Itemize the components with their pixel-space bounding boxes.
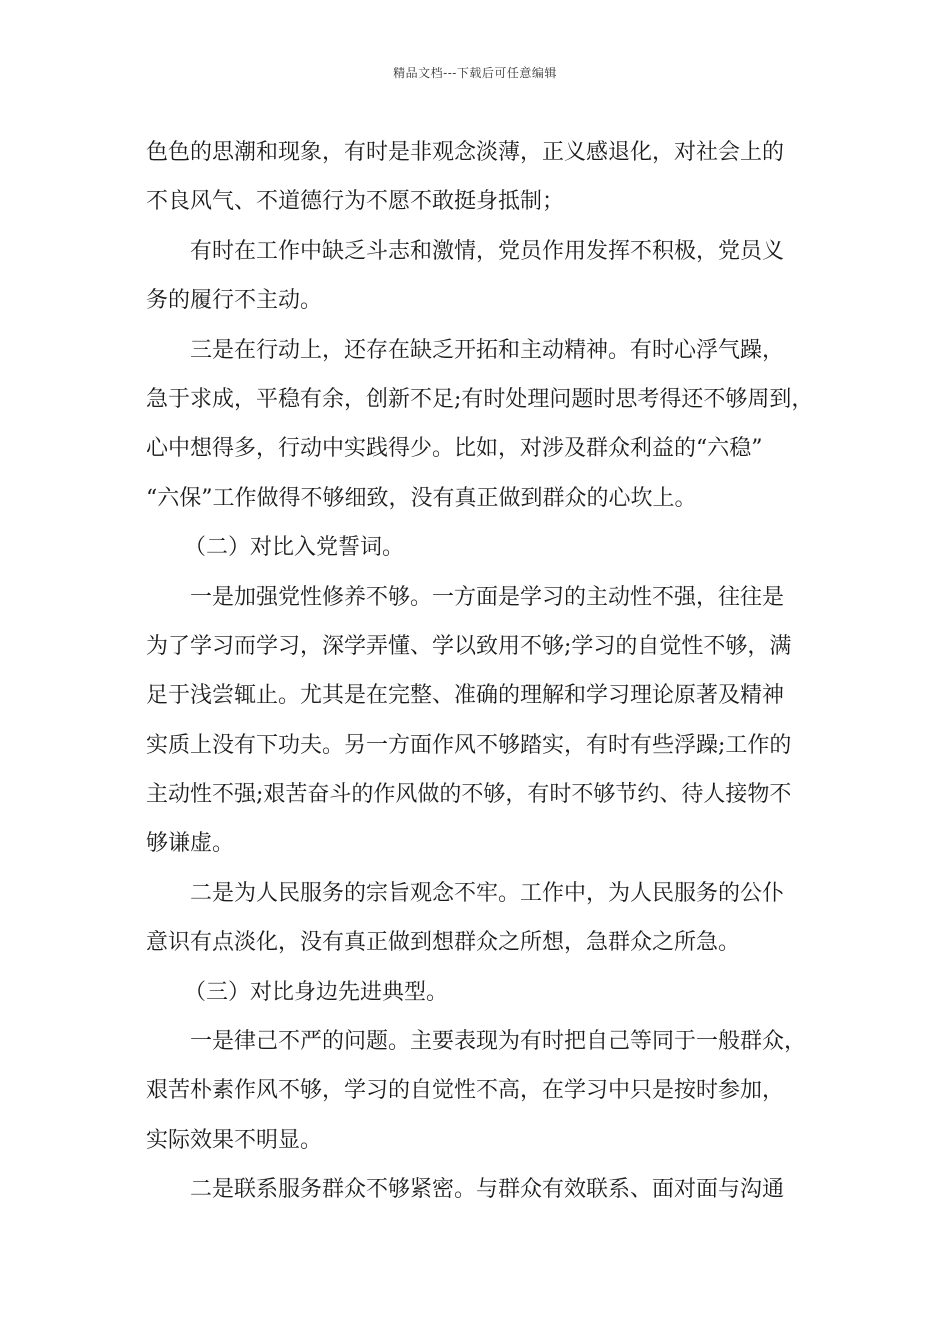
paragraph-start: 有时在工作中缺乏斗志和激情，党员作用发挥不积极，党员义 [190, 238, 785, 264]
paragraph-start: 一是加强党性修养不够。一方面是学习的主动性不强，往往是 [190, 584, 785, 610]
page-header: 精品文档---下载后可任意编辑 [393, 66, 557, 80]
text-line: 急于求成，平稳有余，创新不足;有时处理问题时思考得还不够周到， [146, 386, 814, 412]
document-body [146, 128, 814, 1215]
text-line: 不良风气、不道德行为不愿不敢挺身抵制； [146, 189, 565, 215]
paragraph-start: 一是律己不严的问题。主要表现为有时把自己等同于一般群众， [190, 1029, 807, 1055]
text-line: 实质上没有下功夫。另一方面作风不够踏实，有时有些浮躁;工作的 [146, 732, 792, 758]
text-line: “六保”工作做得不够细致，没有真正做到群众的心坎上。 [146, 485, 697, 511]
text-line: 主动性不强;艰苦奋斗的作风做的不够，有时不够节约、待人接物不 [146, 782, 792, 808]
text-line: 够谦虚。 [146, 831, 235, 857]
text-line: 足于浅尝辄止。尤其是在完整、准确的理解和学习理论原著及精神 [146, 683, 785, 709]
text-line: 实际效果不明显。 [146, 1127, 323, 1153]
paragraph-start: 二是联系服务群众不够紧密。与群众有效联系、面对面与沟通 [190, 1177, 785, 1203]
paragraph-start: 三是在行动上，还存在缺乏开拓和主动精神。有时心浮气躁， [190, 337, 785, 363]
text-line: 心中想得多，行动中实践得少。比如，对涉及群众利益的“六稳” [146, 436, 763, 462]
text-line: 艰苦朴素作风不够，学习的自觉性不高，在学习中只是按时参加， [146, 1078, 785, 1104]
text-line: 色色的思潮和现象，有时是非观念淡薄，正义感退化，对社会上的 [146, 140, 785, 165]
section-heading: （三）对比身边先进典型。 [184, 979, 449, 1005]
text-line: 意识有点淡化，没有真正做到想群众之所想，急群众之所急。 [146, 930, 741, 956]
text-line: 务的履行不主动。 [146, 288, 323, 314]
paragraph-start: 二是为人民服务的宗旨观念不牢。工作中，为人民服务的公仆 [190, 880, 785, 906]
text-line: 为了学习而学习，深学弄懂、学以致用不够;学习的自觉性不够，满 [146, 633, 792, 659]
section-heading: （二）对比入党誓词。 [184, 535, 405, 561]
